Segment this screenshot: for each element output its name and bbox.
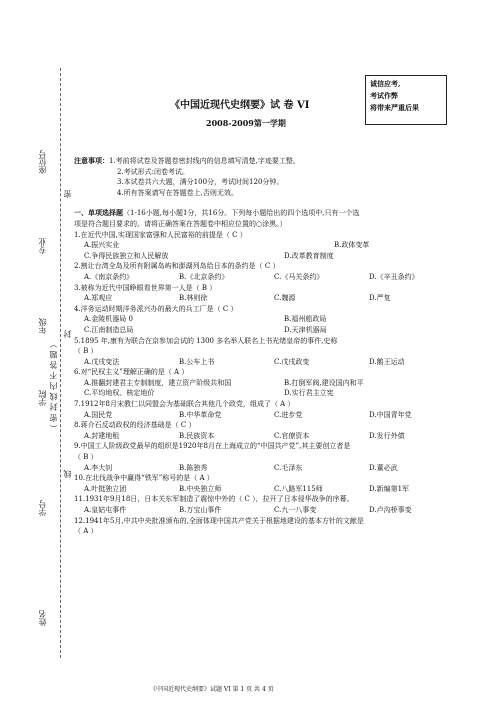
question-stem: 2.割让台湾全岛及所有附属岛屿和澎湖列岛给日本的条约是（ C ） xyxy=(74,262,280,271)
question-stem: 7.1912年8月宋教仁以同盟会为基础联合其他几个政党，组成了（ A ） xyxy=(74,400,295,409)
option-c: C.进步党 xyxy=(274,410,303,419)
option-b: B.民族资本 xyxy=(179,431,215,440)
option-b: B.政体变革 xyxy=(334,241,370,250)
question-answer-bracket: （ B ） xyxy=(74,347,98,356)
section-heading-row xyxy=(74,208,486,219)
section-desc: 项是符合题目要求的。请将正确答案在答题卷中相应位置的○涂黑。） xyxy=(74,219,287,228)
question-stem: 9.中国工人阶级政党最早的组织是1920年8月在上海成立的“中国共产党”,其主要创立者是 xyxy=(74,442,351,451)
option-row xyxy=(74,388,486,399)
question-list xyxy=(74,230,486,537)
instruction-row xyxy=(74,156,486,167)
section-desc: （1-16小题,每小题1分，共16分。下列每小题给出的四个选项中,只有一个选 xyxy=(123,209,360,218)
option-d: D.董必武 xyxy=(369,463,398,472)
question-stem: 6.对“民权主义”理解正确的是（ A ） xyxy=(74,368,189,377)
question-answer-bracket: （ B ） xyxy=(74,453,98,462)
instructions-label: 注意事项： xyxy=(74,156,109,165)
option-b: B.万宝山事件 xyxy=(179,506,222,514)
integrity-notice xyxy=(365,75,447,125)
college-label: 学院 xyxy=(38,390,47,406)
option-d: D.中国青年党 xyxy=(369,410,412,419)
seal-warning: （ 密 封 线 内 不 答 题 ） xyxy=(49,340,58,433)
option-c: C.《马关条约》 xyxy=(274,272,324,281)
instruction-item: 2.考试形式:闭卷考试。 xyxy=(117,167,190,176)
option-d: D.《辛丑条约》 xyxy=(369,272,419,281)
instruction-item: 1.考前将试卷及答题卷密封线内的信息填写清楚,字迹要工整。 xyxy=(109,157,300,165)
seal-mark-b: 线 xyxy=(63,470,72,478)
option-row xyxy=(74,272,486,283)
option-c: C.毛泽东 xyxy=(274,463,303,472)
option-c: C.魏源 xyxy=(274,294,296,303)
option-b: D.天津机器局 xyxy=(284,325,327,334)
option-d: D.发行外债 xyxy=(369,431,405,440)
seal-mark-d: 密 xyxy=(63,190,72,198)
option-a: A.李大钊 xyxy=(84,463,113,472)
question-stem: 12.1941年5月,中共中央批准颁布的,全面体现中国共产党关于根据地建设的基本方针的文献是 xyxy=(74,516,364,525)
instruction-item: 4.所有答案请写在答题卷上,否则无效。 xyxy=(117,188,238,197)
option-b: B.公车上书 xyxy=(179,357,215,366)
option-a: A.戊戌变法 xyxy=(84,357,120,366)
option-c: C.官僚资本 xyxy=(274,431,310,440)
instruction-item: 3.本试卷共六大题，满分100分，考试时间120分钟。 xyxy=(117,178,284,187)
option-c: C.戊戌政变 xyxy=(274,357,310,366)
option-row xyxy=(74,431,486,442)
name-label: 姓名 xyxy=(38,610,47,626)
option-row xyxy=(74,378,486,389)
option-row xyxy=(74,240,486,251)
question-stem: 4.洋务运动时期洋务派兴办的最大的兵工厂是（ C ） xyxy=(74,304,238,313)
option-a: A.国民党 xyxy=(84,410,113,419)
question-answer-bracket: （ A ） xyxy=(74,527,98,536)
question-stem: 10.在北伐战争中赢得“铁军”称号的是（ A ） xyxy=(74,474,214,483)
option-d: D.严复 xyxy=(369,294,391,303)
option-b: B.中央独立师 xyxy=(179,484,222,493)
option-row xyxy=(74,463,486,474)
grade-label: 年级 xyxy=(38,318,47,334)
seat-label: 座位号 xyxy=(38,150,47,174)
option-b: B.陈独秀 xyxy=(179,463,208,472)
page-footer: 《中国近现代史纲要》试题 VI 第 1 页 共 4 页 xyxy=(150,686,274,693)
seal-line xyxy=(60,68,61,658)
question-stem: 8.蒋介石反动政权的经济基础是（ C ） xyxy=(74,421,196,430)
option-row xyxy=(74,357,486,368)
option-d: D.新编第1军 xyxy=(369,484,410,493)
option-d: D.鹅王运动 xyxy=(369,357,405,366)
question-stem: 3.被称为近代中国睁眼看世界第一人是（ B ） xyxy=(74,283,217,292)
option-a: A.《南京条约》 xyxy=(84,272,134,281)
option-a: A.叶挺独立团 xyxy=(84,484,127,493)
option-row xyxy=(74,484,486,495)
option-a: C.平均地权、核定地价 xyxy=(84,389,155,398)
option-a: A.金陵机器局 0 xyxy=(84,315,133,324)
binding-margin xyxy=(0,0,70,702)
student-id-label: 学号 xyxy=(38,500,47,516)
option-a: A.振兴实业 xyxy=(84,241,120,250)
exam-term: 2008-2009第一学期 xyxy=(206,118,286,128)
option-a: C.江南制造总局 xyxy=(84,325,134,334)
exam-title: 《中国近现代史纲要》试 卷 VI xyxy=(170,100,310,111)
seal-mark-c: 封 xyxy=(63,330,72,338)
option-a: A.皇姑屯事件 xyxy=(84,506,127,514)
option-b: B.福州船政局 xyxy=(284,315,327,324)
exam-body xyxy=(74,156,486,537)
option-row xyxy=(74,505,486,516)
option-row xyxy=(74,251,486,262)
option-row xyxy=(74,410,486,421)
major-label: 专业 xyxy=(38,238,47,254)
option-b: B.打倒军阀,建设国内和平 xyxy=(284,378,364,387)
option-d: D.卢沟桥事变 xyxy=(369,506,412,514)
option-c: C.九一八事变 xyxy=(274,506,317,514)
option-row xyxy=(74,293,486,304)
question-stem: 1.在近代中国,实现国家富强和人民富裕的前提是（ C ） xyxy=(74,230,247,239)
option-b: D.实行君主立宪 xyxy=(284,389,334,398)
option-a: A.郑观应 xyxy=(84,294,113,303)
option-row xyxy=(74,314,486,325)
option-a: A.推翻封建君主专制制度，建立资产阶级共和国 xyxy=(84,378,232,387)
option-a: C.争得民族独立和人民解放 xyxy=(84,251,169,260)
option-b: B.林则徐 xyxy=(179,294,208,303)
option-b: B.《北京条约》 xyxy=(179,272,229,281)
question-stem: 5.1895 年,康有为联合在京参加会试的 1300 多名举人联名上书光绪皇帝的事件,史称 xyxy=(74,336,338,345)
section-heading: 一、单项选择题 xyxy=(74,208,123,218)
option-c: C.八路军115师 xyxy=(274,484,323,493)
option-b: D.改革教育制度 xyxy=(284,251,334,260)
notice-line: 将带来严重后果 xyxy=(370,103,419,112)
notice-line: 诚信应考, xyxy=(370,79,401,88)
option-b: B.中华革命党 xyxy=(179,410,222,419)
option-a: A.封建地租 xyxy=(84,431,120,440)
question-stem: 11.1931年9月18日，日本关东军制造了震惊中外的（ C ），拉开了日本侵华战争的序幕。 xyxy=(74,495,354,504)
notice-line: 考试作弊 xyxy=(370,91,398,100)
option-row xyxy=(74,325,486,336)
